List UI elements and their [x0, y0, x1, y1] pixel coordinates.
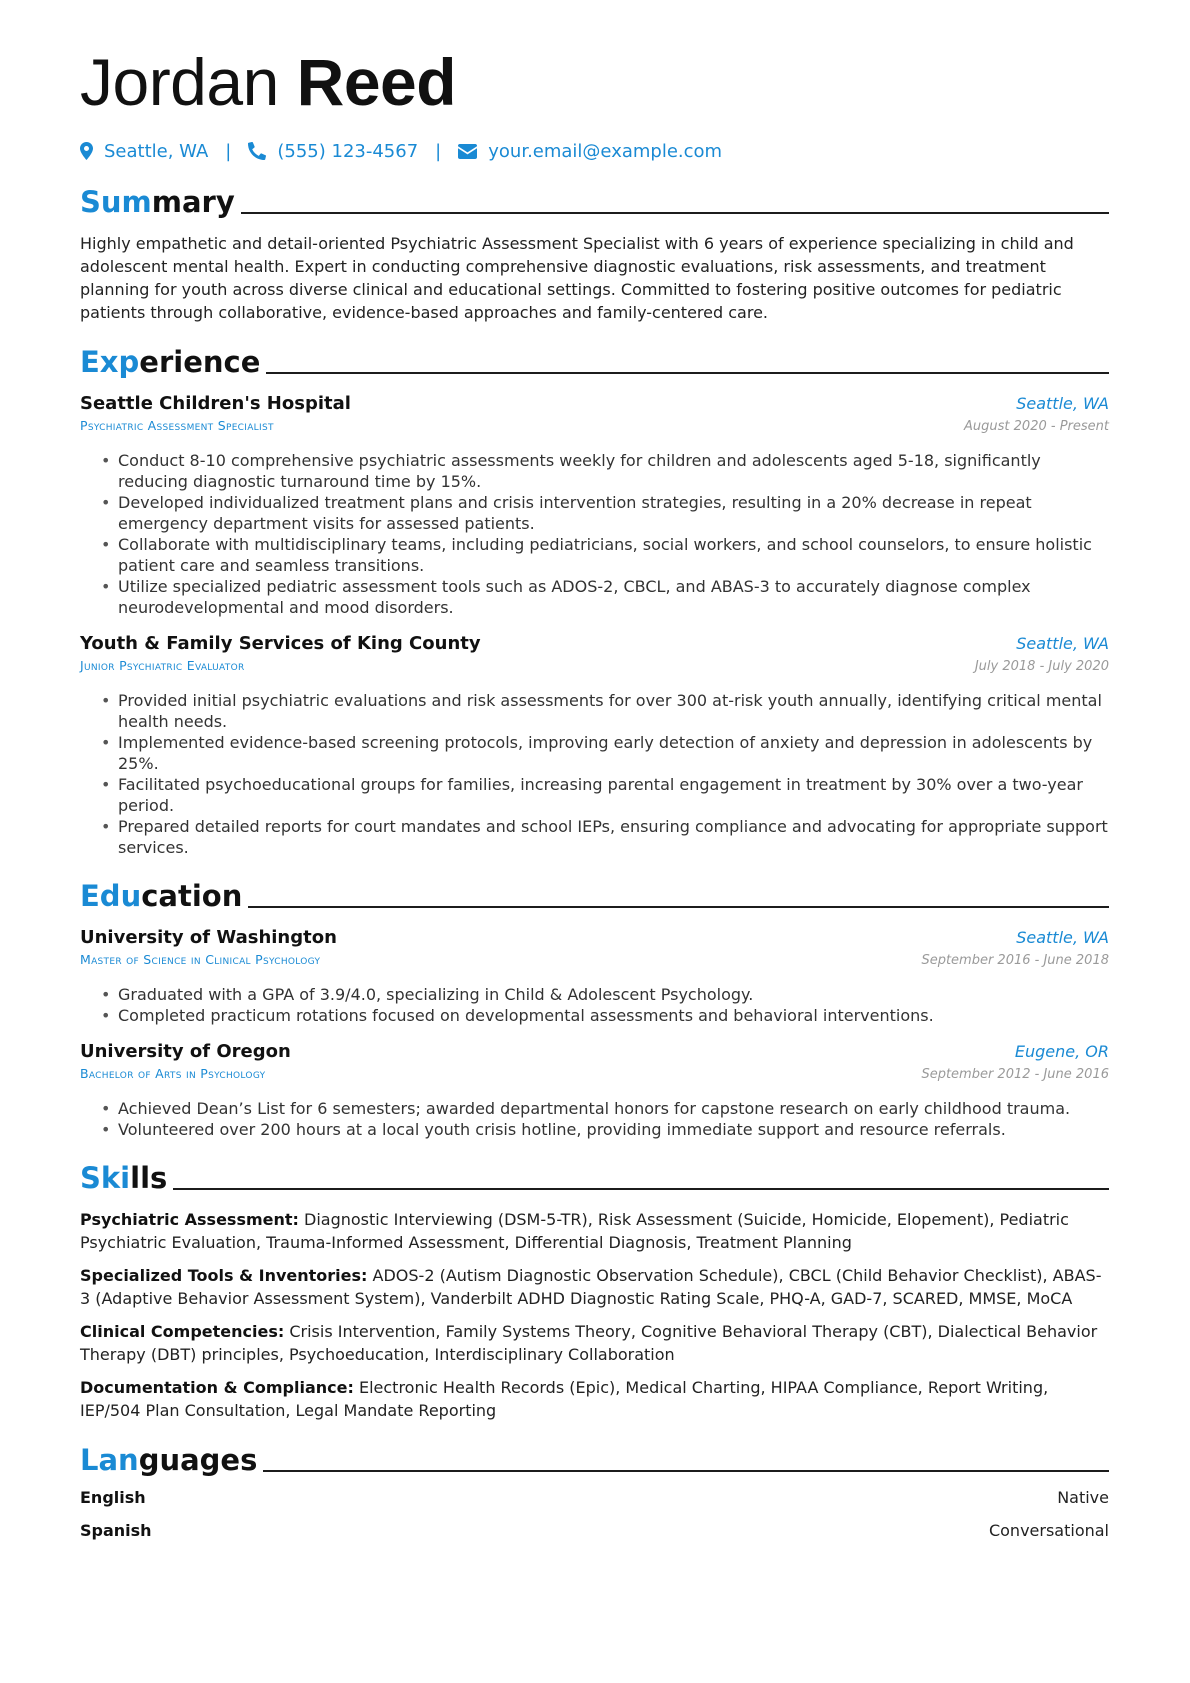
bullet-item: • Completed practicum rotations focused on developmental assessments and behavioral interventions.: [80, 1005, 1109, 1026]
phone-text: (555) 123-4567: [277, 140, 419, 162]
contact-location: [80, 141, 208, 162]
section-title: Summary: [80, 185, 235, 219]
bullet-item: • Achieved Dean’s List for 6 semesters; awarded departmental honors for capstone research on early childhood trauma.: [80, 1098, 1109, 1119]
skill-category: Clinical Competencies:: [80, 1322, 285, 1341]
contact-phone[interactable]: [248, 141, 418, 162]
bullet-list: [80, 984, 1109, 1026]
languages-section-header: [80, 1440, 1109, 1476]
email-link: your.email@example.com: [488, 140, 723, 162]
languages-list: [80, 1486, 1109, 1542]
skill-category: Documentation & Compliance:: [80, 1378, 354, 1397]
bullet-item: • Facilitated psychoeducational groups for families, increasing parental engagement in treatment by 30% over a two-year period.: [80, 774, 1109, 816]
first-name: Jordan: [80, 45, 279, 119]
job-title: Psychiatric Assessment Specialist: [80, 418, 274, 433]
summary-text: Highly empathetic and detail-oriented Psychiatric Assessment Specialist with 6 years of experience specializing in child and adolescent mental health. Expert in conducting comprehensive diagnostic evaluations, risk assessments, and treatment planning for youth across diverse clinical and educational settings. Committed to fostering positive outcomes for pediatric patients through collaborative, evidence-based approaches and family-centered care.: [80, 234, 1074, 322]
employer-name: Seattle Children's Hospital: [80, 393, 351, 414]
bullet-item: • Graduated with a GPA of 3.9/4.0, specializing in Child & Adolescent Psychology.: [80, 984, 1109, 1005]
skill-group: [80, 1264, 1109, 1310]
experience-entry: [80, 632, 1109, 858]
bullet-item: • Collaborate with multidisciplinary teams, including pediatricians, social workers, and school counselors, to ensure holistic patient care and seamless transitions.: [80, 534, 1109, 576]
entry-dates: August 2020 - Present: [964, 419, 1109, 434]
bullet-item: • Volunteered over 200 hours at a local youth crisis hotline, providing immediate support and resource referrals.: [80, 1119, 1109, 1140]
skill-values: Electronic Health Records (Epic), Medical Charting, HIPAA Compliance, Report Writing, IEP/504 Plan Consultation, Legal Mandate Reporting: [80, 1378, 1049, 1420]
bullet-item: • Conduct 8-10 comprehensive psychiatric assessments weekly for children and adolescents aged 5-18, significantly reducing diagnostic turnaround time by 15%.: [80, 450, 1109, 492]
experience-section-header: [80, 342, 1109, 378]
envelope-icon: [458, 144, 477, 159]
last-name: Reed: [296, 45, 457, 119]
language-row: [80, 1519, 1109, 1542]
bullet-item: • Prepared detailed reports for court mandates and school IEPs, ensuring compliance and advocating for appropriate support services.: [80, 816, 1109, 858]
entry-location: Seattle, WA: [1016, 394, 1109, 413]
education-entry: [80, 1040, 1109, 1140]
bullet-list: [80, 450, 1109, 618]
language-row: [80, 1486, 1109, 1509]
bullet-list: [80, 690, 1109, 858]
skill-group: [80, 1208, 1109, 1254]
entry-location: Seattle, WA: [1016, 928, 1109, 947]
section-title: Education: [80, 879, 243, 913]
entry-location: Eugene, OR: [1014, 1042, 1109, 1061]
education-entry: [80, 926, 1109, 1026]
degree-title: Bachelor of Arts in Psychology: [80, 1066, 266, 1081]
contact-line: [80, 138, 1109, 164]
entry-dates: September 2012 - June 2016: [921, 1067, 1109, 1082]
location-text: Seattle, WA: [104, 140, 209, 162]
skills-section-header: [80, 1158, 1109, 1194]
language-name: Spanish: [80, 1521, 152, 1540]
entry-dates: September 2016 - June 2018: [921, 953, 1109, 968]
experience-entry: [80, 392, 1109, 618]
skill-category: Psychiatric Assessment:: [80, 1210, 299, 1229]
contact-email[interactable]: [458, 141, 722, 162]
language-level: Native: [1057, 1488, 1109, 1507]
map-marker-icon: [80, 142, 93, 160]
skill-values: ADOS-2 (Autism Diagnostic Observation Schedule), CBCL (Child Behavior Checklist), ABAS-3 (Adaptive Behavior Assessment System), Vanderbilt ADHD Diagnostic Rating Scale, PHQ-A, GAD-7, SCARED, MMSE, MoCA: [80, 1266, 1102, 1308]
skill-values: Diagnostic Interviewing (DSM-5-TR), Risk Assessment (Suicide, Homicide, Elopement), Pediatric Psychiatric Evaluation, Trauma-Informed Assessment, Differential Diagnosis, Treatment Planning: [80, 1210, 1069, 1252]
school-name: University of Washington: [80, 927, 337, 948]
skill-category: Specialized Tools & Inventories:: [80, 1266, 368, 1285]
bullet-item: • Provided initial psychiatric evaluations and risk assessments for over 300 at-risk youth annually, identifying critical mental health needs.: [80, 690, 1109, 732]
contact-separator: |: [435, 140, 442, 162]
bullet-item: • Utilize specialized pediatric assessment tools such as ADOS-2, CBCL, and ABAS-3 to accurately diagnose complex neurodevelopmental and mood disorders.: [80, 576, 1109, 618]
section-divider: [248, 906, 1109, 908]
section-divider: [266, 372, 1109, 374]
section-title: Experience: [80, 345, 261, 379]
skill-values: Crisis Intervention, Family Systems Theory, Cognitive Behavioral Therapy (CBT), Dialectical Behavior Therapy (DBT) principles, Psychoeducation, Interdisciplinary Collaboration: [80, 1322, 1098, 1364]
section-title: Skills: [80, 1161, 168, 1195]
section-title: Languages: [80, 1443, 258, 1477]
skills-list: [80, 1208, 1109, 1422]
phone-icon: [248, 142, 266, 160]
contact-separator: |: [225, 140, 232, 162]
employer-name: Youth & Family Services of King County: [80, 633, 481, 654]
job-title: Junior Psychiatric Evaluator: [80, 658, 245, 673]
summary-section-header: [80, 182, 1109, 218]
skill-group: [80, 1376, 1109, 1422]
skill-group: [80, 1320, 1109, 1366]
section-divider: [173, 1188, 1109, 1190]
bullet-item: • Developed individualized treatment plans and crisis intervention strategies, resulting in a 20% decrease in repeat emergency department visits for assessed patients.: [80, 492, 1109, 534]
section-divider: [263, 1470, 1109, 1472]
bullet-list: [80, 1098, 1109, 1140]
language-name: English: [80, 1488, 146, 1507]
degree-title: Master of Science in Clinical Psychology: [80, 952, 321, 967]
section-divider: [241, 212, 1109, 214]
school-name: University of Oregon: [80, 1041, 291, 1062]
language-level: Conversational: [988, 1521, 1109, 1540]
entry-location: Seattle, WA: [1016, 634, 1109, 653]
bullet-item: • Implemented evidence-based screening protocols, improving early detection of anxiety and depression in adolescents by 25%.: [80, 732, 1109, 774]
education-section-header: [80, 876, 1109, 912]
entry-dates: July 2018 - July 2020: [974, 659, 1109, 674]
full-name: [80, 45, 1109, 119]
